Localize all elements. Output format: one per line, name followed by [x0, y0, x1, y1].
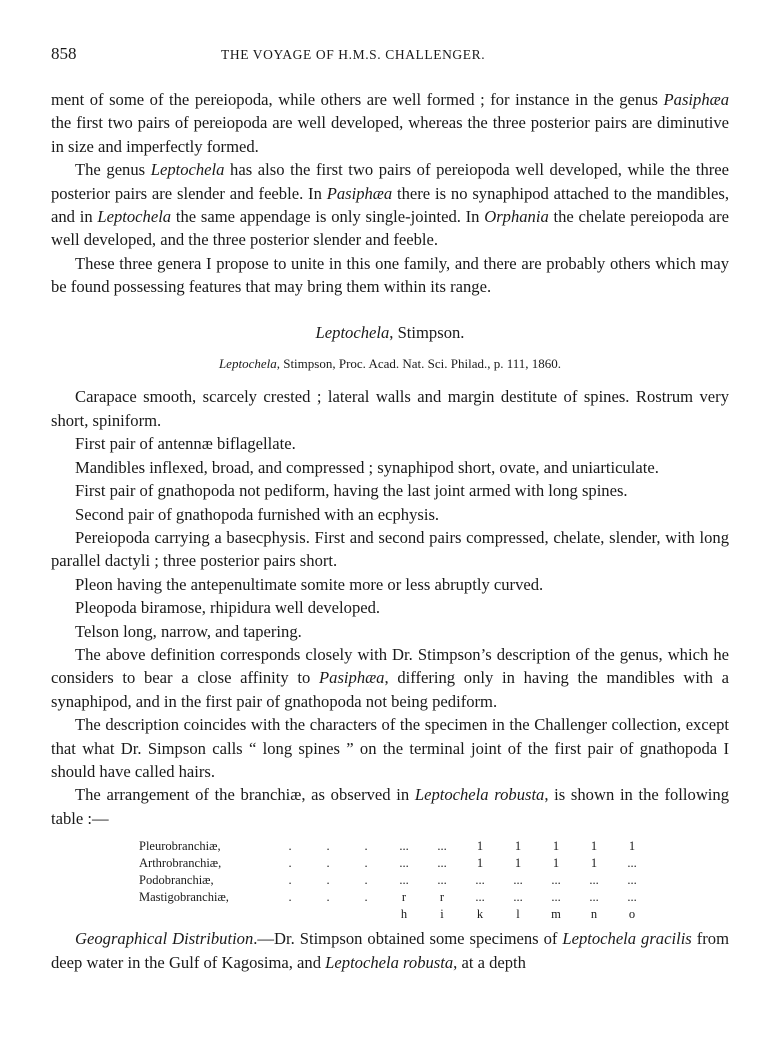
table-row: Pleurobranchiæ, . . . ... ... 1 1 1 1 1: [139, 838, 729, 855]
table-row: Mastigobranchiæ, . . . r r ... ... ... ... ...: [139, 889, 729, 906]
column-letter: k: [476, 907, 484, 922]
table-cell: r: [401, 890, 407, 905]
table-cell: ...: [589, 873, 599, 888]
definition-line: Pleopoda biramose, rhipidura well developed.: [75, 598, 381, 618]
page-number: 858: [51, 44, 77, 63]
intro-paragraph-3: These three genera I propose to unite in this one family, and there are probably others which may be found possessing features that may bring them within its range.: [51, 253, 729, 297]
italic-term: Leptochela gracilis: [562, 929, 692, 949]
table-cell: ...: [551, 890, 561, 905]
italic-term: Leptochela: [97, 207, 172, 227]
intro-paragraph-2: The genus Leptochela has also the first two pairs of pereiopoda well developed, while the three posterior pairs are slender and feeble. In Pasiphæa there is no synaphipod attached to the mandibles, and in Leptochela the same appendage is only single-jointed. In Orphania the chelate pereiopoda are well developed, and the three posterior slender and feeble.: [51, 160, 729, 250]
table-cell: 1: [552, 856, 560, 871]
italic-term: Pasiphæa: [663, 90, 729, 109]
table-cell: ...: [437, 856, 447, 871]
italic-term: Orphania: [484, 207, 549, 227]
table-cell: 1: [552, 839, 560, 854]
table-cell: ...: [475, 890, 485, 905]
column-letter: l: [516, 907, 520, 922]
table-cell: ...: [551, 873, 561, 888]
column-letter: n: [590, 907, 598, 922]
italic-term: Leptochela robusta: [414, 785, 545, 805]
table-row: Podobranchiæ, . . . ... ... ... ... ... ... ...: [139, 872, 729, 889]
definition-line: Pleon having the antepenultimate somite more or less abruptly curved.: [75, 574, 544, 594]
italic-term: Pasiphæa: [319, 668, 385, 688]
discussion-paragraph-1: The above definition corresponds closely with Dr. Stimpson’s description of the genus, which he considers to bear a close affinity to Pasiphæa, differing only in having the mandibles with a synaphipod, and in the first pair of gnathopoda not being pediform.: [51, 644, 729, 711]
definition-line: First pair of antennæ biflagellate.: [75, 434, 296, 454]
table-cell: ...: [399, 839, 409, 854]
table-column-letters: [139, 906, 729, 923]
branchiae-table: [139, 838, 729, 923]
genus-name: Leptochela: [315, 322, 390, 342]
definition-line: Mandibles inflexed, broad, and compressed ; synaphipod short, ovate, and uniarticulate.: [75, 457, 659, 477]
genus-citation: [51, 352, 729, 375]
row-label: Pleurobranchiæ,: [139, 839, 221, 854]
table-cell: 1: [590, 839, 598, 854]
table-cell: ...: [437, 873, 447, 888]
table-cell: 1: [514, 839, 522, 854]
row-label: Mastigobranchiæ,: [139, 890, 229, 905]
table-cell: ...: [399, 856, 409, 871]
table-cell: 1: [514, 856, 522, 871]
discussion-paragraph-3: The arrangement of the branchiæ, as observed in Leptochela robusta, is shown in the following table :—: [51, 785, 730, 828]
page: [51, 44, 729, 974]
citation-reference: , Stimpson, Proc. Acad. Nat. Sci. Philad., p. 111, 1860.: [276, 356, 562, 372]
genus-definition: [51, 385, 729, 642]
genus-author: , Stimpson.: [389, 322, 465, 342]
definition-line: Carapace smooth, scarcely crested ; lateral walls and margin destitute of spines. Rostrum very short, spiniform.: [51, 387, 729, 430]
table-cell: ...: [475, 873, 485, 888]
page-header: [51, 44, 729, 68]
table-cell: ...: [589, 890, 599, 905]
column-letter: i: [440, 907, 444, 922]
table-cell: ...: [513, 890, 523, 905]
table-cell: 1: [628, 839, 636, 854]
italic-term: Geographical Distribution: [75, 929, 254, 949]
row-label: Podobranchiæ,: [139, 873, 214, 888]
column-letter: m: [551, 907, 561, 922]
definition-line: Pereiopoda carrying a basecphysis. First and second pairs compressed, chelate, slender, with long parallel dactyli ; three posterior pairs short.: [51, 527, 729, 571]
column-letter: o: [628, 907, 636, 922]
table-cell: 1: [590, 856, 598, 871]
table-cell: 1: [476, 856, 484, 871]
table-cell: ...: [513, 873, 523, 888]
italic-term: Leptochela robusta: [325, 952, 454, 972]
genus-heading: [51, 321, 729, 344]
row-label: Arthrobranchiæ,: [139, 856, 222, 871]
definition-line: Telson long, narrow, and tapering.: [75, 621, 302, 641]
table-cell: ...: [627, 856, 637, 871]
table-cell: ...: [627, 873, 637, 888]
table-cell: r: [439, 890, 445, 905]
citation-genus: Leptochela: [218, 356, 277, 372]
table-cell: ...: [437, 839, 447, 854]
table-cell: ...: [399, 873, 409, 888]
table-cell: 1: [476, 839, 484, 854]
intro-paragraph-1: ment of some of the pereiopoda, while others are well formed ; for instance in the genus Pasiphæa the first two pairs of pereiopoda are well developed, whereas the three posterior pairs are diminutive in size and imperfectly formed.: [51, 90, 729, 156]
column-letter: h: [400, 907, 408, 922]
table-cell: ...: [627, 890, 637, 905]
running-title: THE VOYAGE OF H.M.S. CHALLENGER.: [221, 47, 486, 62]
body-text: [51, 88, 729, 974]
table-row: Arthrobranchiæ, . . . ... ... 1 1 1 1 ...: [139, 855, 729, 872]
geographical-distribution-paragraph: Geographical Distribution.—Dr. Stimpson obtained some specimens of Leptochela gracilis from deep water in the Gulf of Kagosima, and Leptochela robusta, at a depth: [51, 929, 729, 972]
definition-line: First pair of gnathopoda not pediform, having the last joint armed with long spines.: [75, 481, 628, 501]
italic-term: Leptochela: [150, 160, 225, 180]
definition-line: Second pair of gnathopoda furnished with an ecphysis.: [75, 504, 440, 524]
discussion-paragraph-2: The description coincides with the characters of the specimen in the Challenger collection, except that what Dr. Simpson calls “ long spines ” on the terminal joint of the first pair of gnathopoda I should have called hairs.: [51, 715, 729, 781]
italic-term: Pasiphæa: [326, 183, 393, 203]
